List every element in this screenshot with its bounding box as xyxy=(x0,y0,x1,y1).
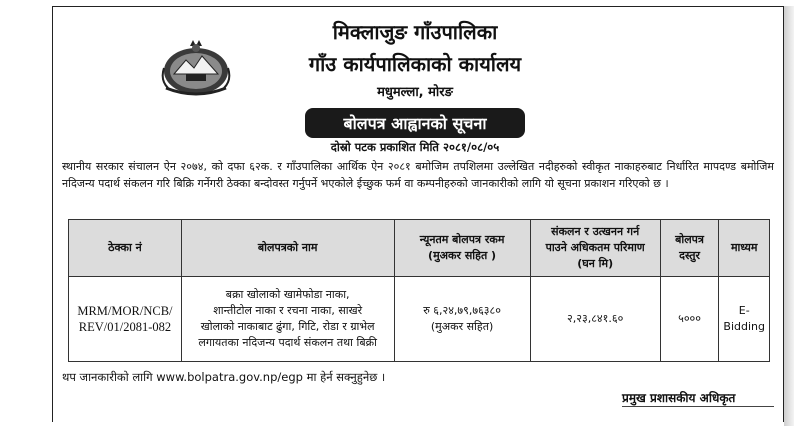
bid-name-line3: खोलाको नाकाबाट ढुंगा, गिटि, रोडा र ग्राभेल xyxy=(200,320,375,333)
cell-bid-name xyxy=(181,277,394,362)
notice-title-text: बोलपत्र आह्वानको सूचना xyxy=(343,114,487,133)
bid-table xyxy=(68,219,770,362)
bid-name-line4: लगायतका नदिजन्य पदार्थ संकलन तथा बिक्री xyxy=(198,336,377,349)
cell-medium: E- Bidding xyxy=(719,277,770,362)
min-amount-note: (मुअकर सहित) xyxy=(430,320,494,333)
cell-quantity: २,२३,८४१.६० xyxy=(530,277,660,362)
table-header-row xyxy=(69,220,770,277)
cell-min-amount xyxy=(394,277,530,362)
header-quantity xyxy=(530,220,660,277)
office-address: मधुमल्ला, मोरङ xyxy=(377,85,453,100)
min-amount-value: रु ६,२४,७९,७६३८० xyxy=(423,304,501,317)
more-info-text: थप जानकारीको लागि www.bolpatra.gov.np/egp मा हेर्न सक्नुहुनेछ । xyxy=(62,370,386,384)
header-contract-no: ठेक्का नं xyxy=(69,220,182,277)
header-fee-line1: बोलपत्र xyxy=(675,233,705,246)
notice-title xyxy=(305,108,525,138)
bid-name-line2: शान्तीटोल नाका र रचना नाका, साखरे xyxy=(213,304,363,317)
office-name: मिक्लाजुङ गाँउपालिका xyxy=(332,20,498,44)
signature-underline xyxy=(622,406,774,407)
cell-contract-no xyxy=(69,277,182,362)
notice-body: स्थानीय सरकार संचालन ऐन २०७४, को दफा ६२क. र गाँउपालिका आर्थिक ऐन २०८१ बमोजिम तपशिलमा उल्लेखित नदीहरुको स्वीकृत नाकाहरुबाट निर्धारित मापदण्ड बमोजिम नदिजन्य पदार्थ संकलन गरि बिक्रि गर्नेगरी ठेक्का बन्दोवस्त गर्नुपर्ने भएकोले ईच्छुक फर्म वा कम्पनीहरुको जानकारीको लागि यो सूचना प्रकाशन गरिएको छ । xyxy=(62,160,774,190)
header-quantity-line3: (घन मि) xyxy=(577,257,614,270)
header-min-amount-line1: न्यूनतम बोलपत्र रकम xyxy=(419,233,505,246)
office-subtitle: गाँउ कार्यपालिकाको कार्यालय xyxy=(308,52,522,76)
contract-no-line1: MRM/MOR/NCB/ xyxy=(77,304,173,318)
header-quantity-line1: संकलन र उत्खनन गर्न xyxy=(551,225,640,238)
header-bid-name: बोलपत्रको नाम xyxy=(181,220,394,277)
bid-name-line1: बक्रा खोलाको खामेफोडा नाका, xyxy=(225,288,350,301)
signature-title: प्रमुख प्रशासकीय अधिकृत xyxy=(622,391,736,405)
publish-date-line: दोस्रो पटक प्रकाशित मिति २०८१/०८/०५ xyxy=(330,140,500,154)
header-medium: माध्यम xyxy=(719,220,770,277)
table-row xyxy=(69,277,770,362)
contract-no-line2: REV/01/2081-082 xyxy=(78,320,172,334)
page-edge-shadow xyxy=(784,6,794,426)
header-fee xyxy=(660,220,719,277)
header-quantity-line2: पाउने अधिकतम परिमाण xyxy=(545,241,645,254)
header-min-amount xyxy=(394,220,530,277)
cell-fee: ५००० xyxy=(660,277,719,362)
nepal-emblem-icon xyxy=(160,38,232,98)
header-fee-line2: दस्तुर xyxy=(679,249,700,262)
header-min-amount-line2: (मुअकर सहित ) xyxy=(428,249,497,262)
